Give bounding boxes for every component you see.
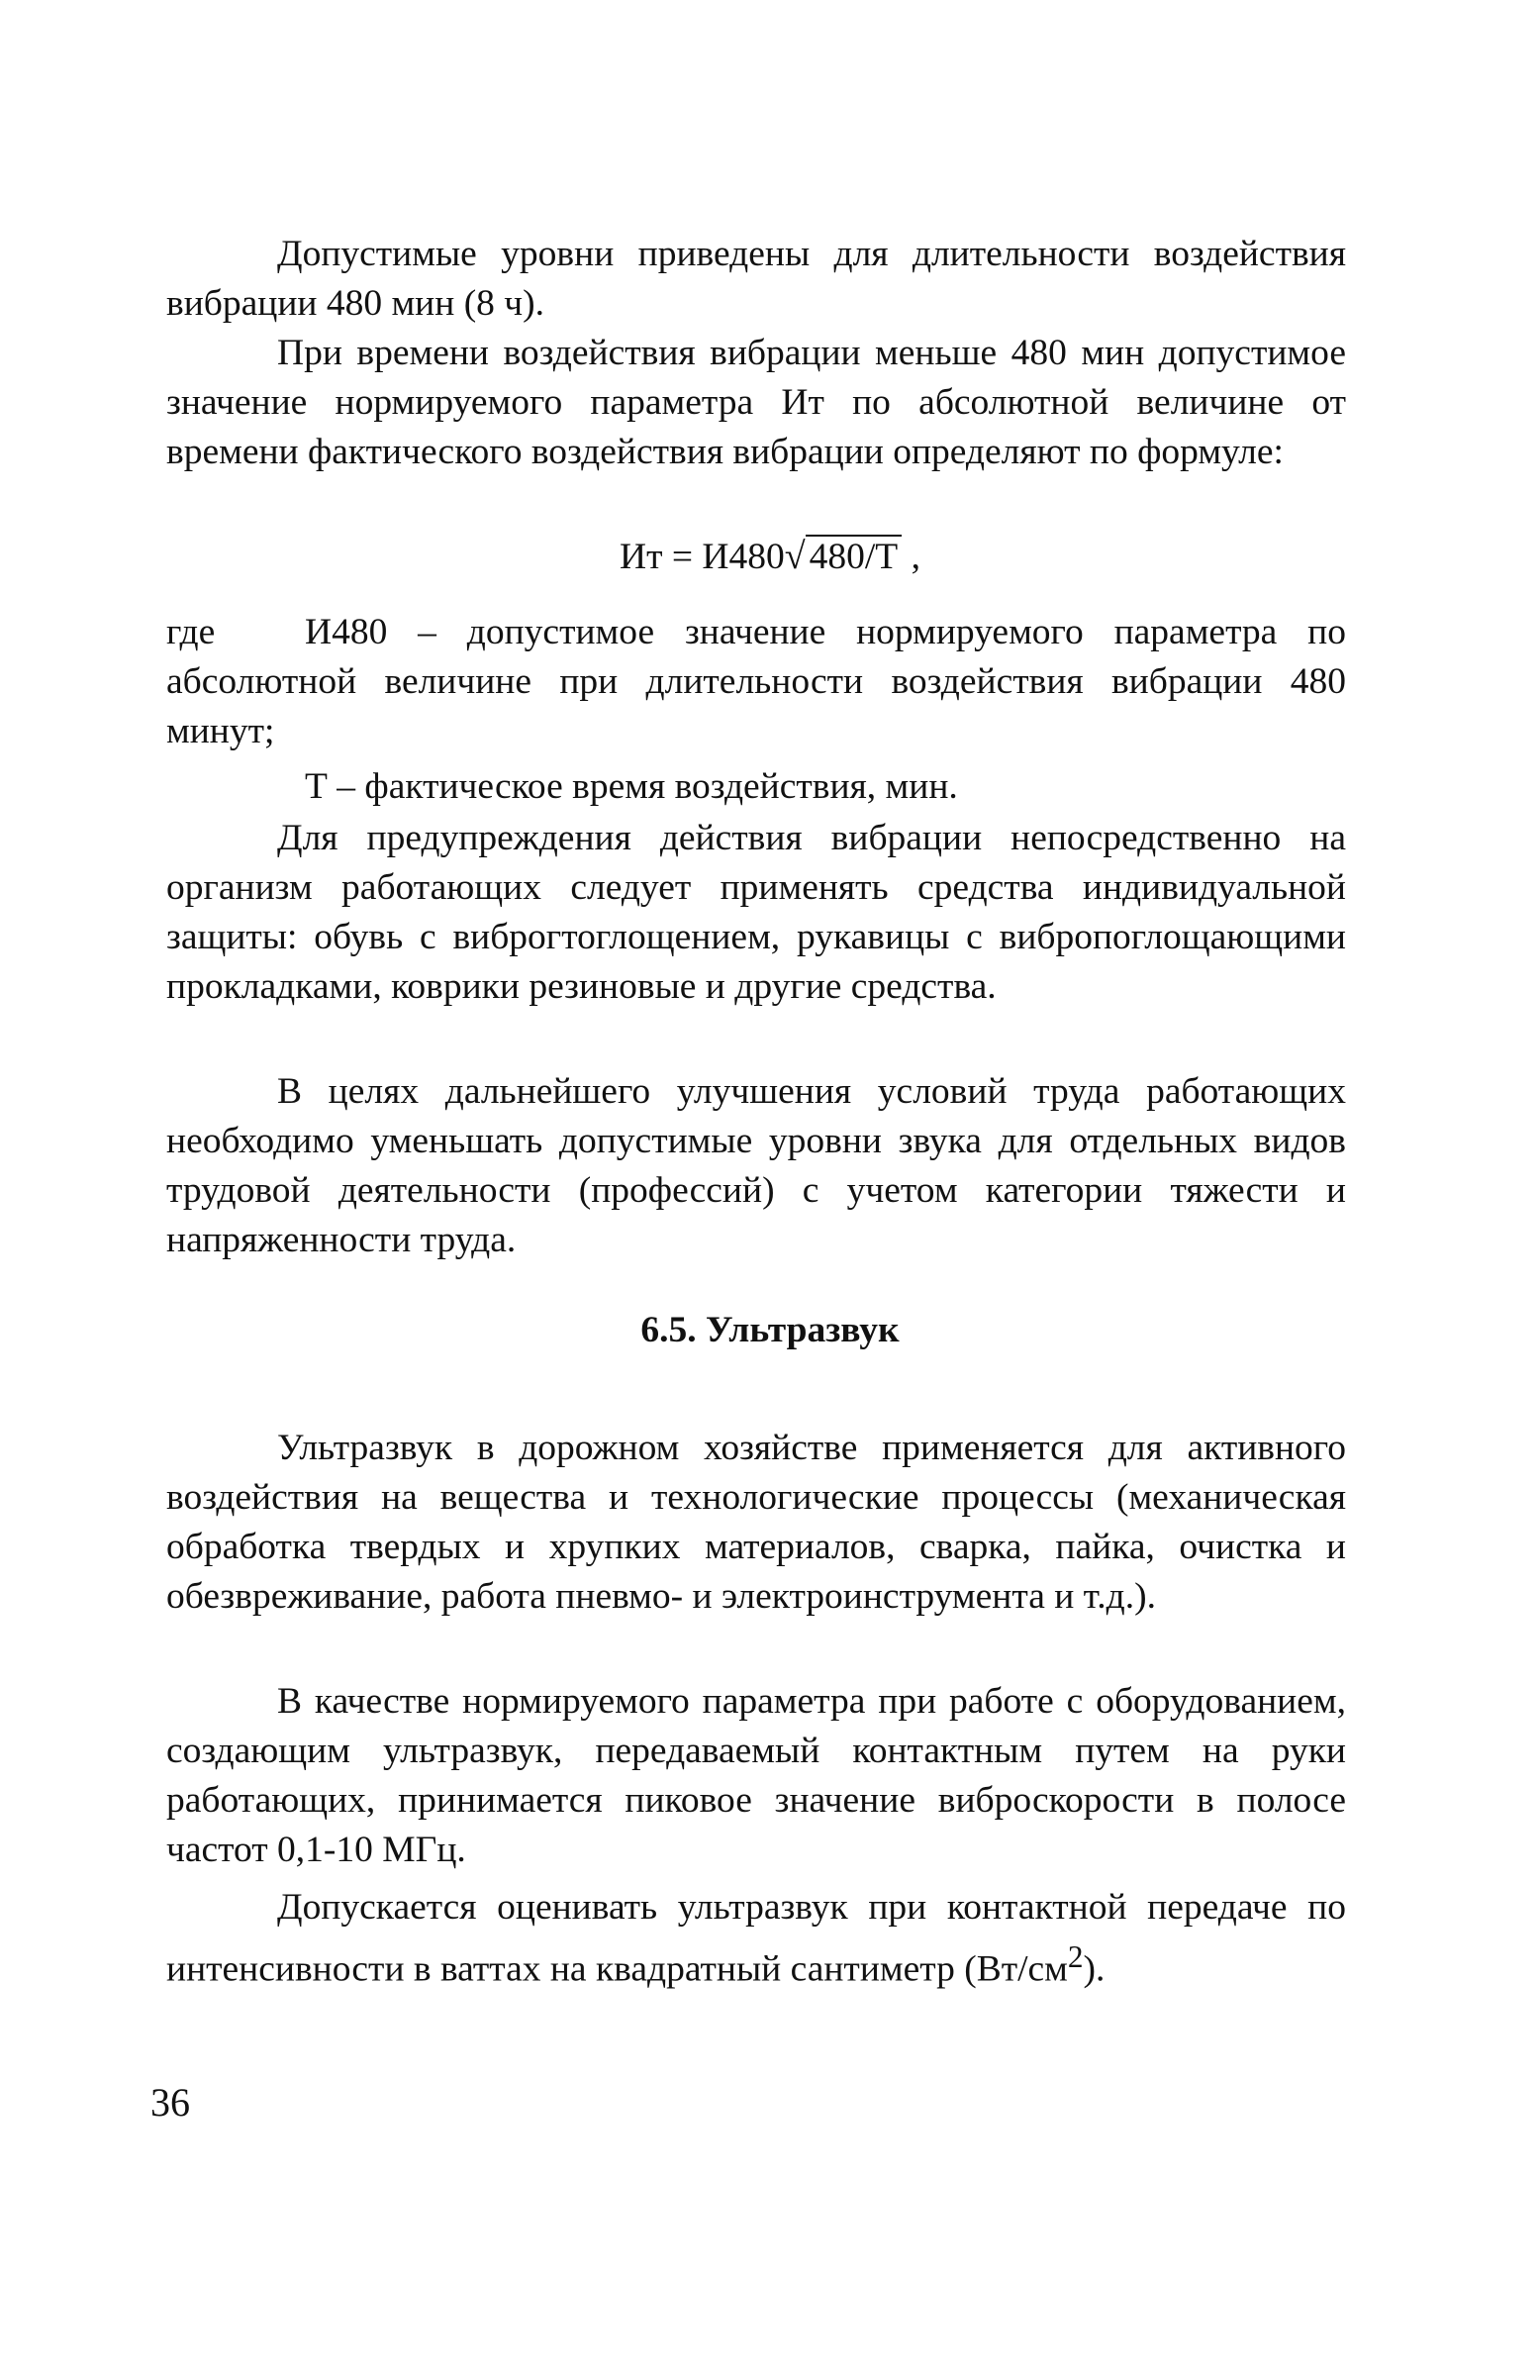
paragraph-vibration-levels: Допустимые уровни приведены для длительности воздействия вибрации 480 мин (8 ч).: [166, 234, 1346, 324]
definition-i480: [166, 608, 1346, 756]
formula-tail: ,: [902, 537, 920, 577]
definition-i480-text: И480 – допустимое значение нормируемого параметра по абсолютной величине при длительности воздействия вибрации 480 минут;: [166, 612, 1346, 751]
paragraph-formula-intro: При времени воздействия вибрации меньше 480 мин допустимое значение нормируемого параметра Ит по абсолютной величине от времени фактического воздействия вибрации определяют по формуле:: [166, 333, 1346, 472]
where-label: где: [166, 612, 216, 652]
sqrt-symbol: √: [784, 536, 806, 577]
superscript-two: 2: [1067, 1939, 1084, 1974]
paragraph-intensity-end: ).: [1083, 1948, 1106, 1990]
section-heading: 6.5. Ультразвук: [640, 1310, 900, 1350]
formula-left: Ит = И480: [620, 537, 785, 577]
formula-sqrt: [785, 529, 902, 585]
formula: [0, 529, 1540, 585]
paragraph-ultrasound-use: Ультразвук в дорожном хозяйстве применяется для активного воздействия на вещества и технологические процессы (механическая обработка твердых и хрупких материалов, сварка, пайка, очистка и обезвреживание, работа пневмо- и электроинструмента и т.д.).: [166, 1428, 1346, 1617]
paragraph-intensity-text: Допускается оценивать ультразвук при контактной передаче по интенсивности в ваттах на квадратный сантиметр (Вт/см: [166, 1887, 1346, 1990]
paragraph-intensity: [166, 1883, 1346, 1995]
definition-t: Т – фактическое время воздействия, мин.: [305, 766, 958, 807]
paragraph-normalized-parameter: В качестве нормируемого параметра при работе с оборудованием, создающим ультразвук, передаваемый контактным путем на руки работающих, принимается пиковое значение виброскорости в полосе частот 0,1-10 МГц.: [166, 1681, 1346, 1870]
page-number: 36: [150, 2080, 190, 2125]
paragraph-improvement: В целях дальнейшего улучшения условий труда работающих необходимо уменьшать допустимые уровни звука для отдельных видов трудовой деятельности (профессий) с учетом категории тяжести и напряженности труда.: [166, 1071, 1346, 1260]
paragraph-protection: Для предупреждения действия вибрации непосредственно на организм работающих следует применять средства индивидуальной защиты: обувь с виброгтоглощением, рукавицы с вибропоглощающими прокладками, коврики резиновые и другие средства.: [166, 818, 1346, 1007]
formula-radicand: 480/Т: [806, 535, 903, 577]
